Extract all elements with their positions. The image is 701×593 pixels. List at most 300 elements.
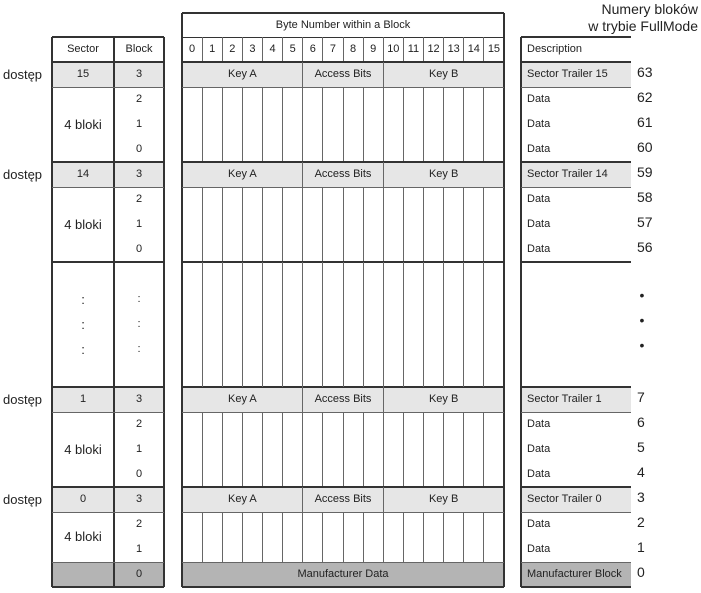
byte-number-label: 11 [407,43,420,55]
byte-cell-divider [403,237,404,262]
byte-cell-divider [202,412,203,437]
byte-cell-divider [282,137,283,162]
manufacturer-separator [521,562,631,563]
byte-cell-divider [262,137,263,162]
byte-cell-divider [242,237,243,262]
byte-cell-divider [282,87,283,112]
byte-cell-divider [202,462,203,487]
byte-header-divider [322,37,323,62]
byte-cell-divider [443,262,444,387]
byte-header-divider [302,37,303,62]
byte-cell-divider [282,412,283,437]
byte-cell-divider [363,537,364,562]
byte-cell-divider [463,462,464,487]
manufacturer-data-label: Manufacturer Data [297,568,389,580]
byte-cell-divider [423,87,424,112]
byte-cell-divider [443,437,444,462]
key-b-label: Key B [428,393,459,405]
byte-cell-divider [282,237,283,262]
byte-cell-divider [383,212,384,237]
byte-cell-divider [483,462,484,487]
byte-cell-divider [343,187,344,212]
byte-number-label: 15 [487,43,501,55]
byte-number-label: 0 [189,43,196,55]
block-description: Data [527,518,551,530]
byte-cell-divider [403,512,404,537]
byte-number-label: 2 [229,43,236,55]
desc-table-top [521,36,631,38]
block-number: 3 [135,393,143,405]
byte-cell-divider [483,412,484,437]
byte-cell-divider [222,87,223,112]
byte-cell-divider [343,537,344,562]
block-number: 1 [135,218,143,230]
byte-cell-divider [403,112,404,137]
block-number: 1 [135,118,143,130]
byte-cell-divider [343,87,344,112]
sector-boundary [52,386,164,388]
trailer-separator [521,512,631,513]
byte-cell-divider [383,262,384,387]
byte-number-label: 7 [329,43,336,55]
byte-cell-divider [363,262,364,387]
byte-cell-divider [322,412,323,437]
sector-boundary [521,486,631,488]
byte-header-divider [222,37,223,62]
byte-cell-divider [383,87,384,112]
fullmode-title-line1: Numery bloków [601,1,698,17]
byte-cell-divider [222,187,223,212]
fullmode-block-number: 61 [637,114,653,130]
key-b-divider [383,387,384,412]
ellipsis-block: : [137,318,141,330]
byte-cell-divider [222,237,223,262]
byte-cell-divider [423,237,424,262]
left-table-left [51,37,53,587]
sector-boundary [182,61,504,63]
byte-header-divider [363,37,364,62]
byte-cell-divider [363,87,364,112]
trailer-separator [521,187,631,188]
byte-cell-divider [242,437,243,462]
ellipsis-sector: : [81,292,85,307]
access-bits-label: Access Bits [314,168,372,180]
group-label: 4 bloki [64,217,102,232]
byte-cell-divider [463,87,464,112]
byte-cell-divider [423,437,424,462]
sector-boundary [52,61,164,63]
byte-cell-divider [343,112,344,137]
fullmode-block-number: 2 [637,514,645,530]
byte-number-label: 10 [387,43,400,55]
byte-cell-divider [262,237,263,262]
left-table-bottom [52,586,164,588]
trailer-separator [52,412,164,413]
block-number: 2 [135,193,143,205]
byte-cell-divider [483,437,484,462]
byte-cell-divider [202,537,203,562]
byte-number-label: 13 [447,43,460,55]
byte-cell-divider [363,187,364,212]
byte-cell-divider [322,237,323,262]
sector-boundary [521,261,631,263]
byte-cell-divider [383,512,384,537]
byte-cell-divider [242,212,243,237]
byte-header-divider [343,37,344,62]
sector-boundary [182,161,504,163]
byte-cell-divider [423,412,424,437]
key-b-label: Key B [428,493,459,505]
byte-table-top [182,12,504,14]
byte-cell-divider [242,262,243,387]
byte-header-divider [202,37,203,62]
key-a-divider [302,487,303,512]
sector-boundary [52,486,164,488]
byte-cell-divider [343,212,344,237]
byte-table-left [181,13,183,587]
continuation-dot: • [639,337,645,353]
block-number: 2 [135,93,143,105]
byte-cell-divider [443,412,444,437]
key-a-divider [302,162,303,187]
byte-cell-divider [483,87,484,112]
sector-boundary [182,486,504,488]
fullmode-block-number: 60 [637,139,653,155]
byte-cell-divider [242,537,243,562]
byte-header-divider [463,37,464,62]
byte-cell-divider [403,437,404,462]
byte-cell-divider [302,212,303,237]
byte-cell-divider [302,137,303,162]
byte-cell-divider [383,437,384,462]
block-description: Data [527,243,551,255]
byte-cell-divider [383,137,384,162]
byte-cell-divider [403,87,404,112]
byte-cell-divider [483,187,484,212]
byte-number-label: 12 [427,43,440,55]
byte-cell-divider [262,412,263,437]
byte-cell-divider [443,187,444,212]
byte-cell-divider [202,237,203,262]
byte-cell-divider [222,412,223,437]
byte-cell-divider [322,87,323,112]
byte-cell-divider [403,137,404,162]
byte-cell-divider [302,87,303,112]
group-label: 4 bloki [64,117,102,132]
fullmode-block-number: 0 [637,564,645,580]
block-description: Data [527,118,551,130]
byte-cell-divider [363,112,364,137]
byte-cell-divider [443,462,444,487]
access-label: dostęp [3,392,43,407]
fullmode-block-number: 57 [637,214,653,230]
sector-number: 15 [76,68,90,80]
fullmode-block-number: 5 [637,439,645,455]
byte-cell-divider [443,112,444,137]
continuation-dot: • [639,287,645,303]
block-number: 0 [135,468,143,480]
byte-cell-divider [262,512,263,537]
block-description: Data [527,218,551,230]
byte-cell-divider [202,437,203,462]
byte-cell-divider [222,512,223,537]
byte-cell-divider [202,262,203,387]
byte-cell-divider [483,512,484,537]
byte-cell-divider [262,537,263,562]
byte-cell-divider [383,187,384,212]
byte-number-label: 1 [209,43,216,55]
byte-cell-divider [443,512,444,537]
fullmode-block-number: 62 [637,89,653,105]
byte-cell-divider [282,462,283,487]
byte-cell-divider [443,237,444,262]
block-number: 3 [135,68,143,80]
block-description: Sector Trailer 1 [527,393,602,405]
byte-cell-divider [483,262,484,387]
byte-cell-divider [463,512,464,537]
trailer-separator [52,512,164,513]
byte-cell-divider [222,537,223,562]
byte-header-divider [483,37,484,62]
trailer-separator [521,412,631,413]
fullmode-block-number: 3 [637,489,645,505]
fullmode-block-number: 6 [637,414,645,430]
block-number: 3 [135,493,143,505]
description-column-header: Description [527,43,583,55]
key-b-divider [383,487,384,512]
byte-cell-divider [282,512,283,537]
byte-cell-divider [262,437,263,462]
manufacturer-separator [52,562,164,563]
ellipsis-sector: : [81,317,85,332]
block-description: Sector Trailer 15 [527,68,608,80]
access-label: dostęp [3,167,43,182]
byte-cell-divider [483,237,484,262]
fullmode-title-line2: w trybie FullMode [588,18,698,34]
access-bits-label: Access Bits [314,68,372,80]
byte-cell-divider [363,412,364,437]
byte-cell-divider [443,137,444,162]
byte-cell-divider [363,212,364,237]
byte-cell-divider [343,262,344,387]
byte-cell-divider [463,112,464,137]
group-label: 4 bloki [64,529,102,544]
byte-cell-divider [463,237,464,262]
sector-boundary [521,386,631,388]
byte-number-label: 14 [467,43,480,55]
byte-cell-divider [483,112,484,137]
key-b-label: Key B [428,168,459,180]
key-a-divider [302,387,303,412]
block-description: Data [527,143,551,155]
byte-cell-divider [222,212,223,237]
byte-cell-divider [282,187,283,212]
byte-cell-divider [403,537,404,562]
block-description: Data [527,468,551,480]
block-number: 0 [135,143,143,155]
byte-cell-divider [202,87,203,112]
block-number: 1 [135,543,143,555]
byte-cell-divider [222,462,223,487]
byte-cell-divider [242,112,243,137]
continuation-dot: • [639,312,645,328]
block-description: Sector Trailer 0 [527,493,602,505]
byte-cell-divider [363,237,364,262]
block-number: 1 [135,443,143,455]
byte-cell-divider [423,512,424,537]
byte-header-divider [242,37,243,62]
manufacturer-separator [182,562,504,563]
desc-table-left [520,37,522,587]
byte-cell-divider [443,212,444,237]
byte-cell-divider [383,237,384,262]
byte-cell-divider [302,462,303,487]
byte-cell-divider [282,212,283,237]
key-a-label: Key A [228,393,257,405]
byte-cell-divider [322,537,323,562]
byte-cell-divider [423,112,424,137]
byte-cell-divider [443,87,444,112]
byte-cell-divider [423,137,424,162]
key-a-label: Key A [228,168,257,180]
block-number: 3 [135,168,143,180]
byte-cell-divider [282,112,283,137]
sector-boundary [521,61,631,63]
byte-cell-divider [322,137,323,162]
byte-cell-divider [322,112,323,137]
byte-cell-divider [423,212,424,237]
access-bits-label: Access Bits [314,393,372,405]
byte-cell-divider [282,537,283,562]
block-description: Data [527,93,551,105]
byte-cell-divider [343,512,344,537]
byte-cell-divider [282,262,283,387]
fullmode-block-number: 1 [637,539,645,555]
byte-cell-divider [302,187,303,212]
ellipsis-sector: : [81,342,85,357]
byte-cell-divider [463,537,464,562]
block-description: Data [527,543,551,555]
access-label: dostęp [3,67,43,82]
fullmode-block-number: 56 [637,239,653,255]
left-table-right [163,37,165,587]
byte-cell-divider [242,187,243,212]
sector-number: 0 [79,493,87,505]
byte-cell-divider [322,212,323,237]
byte-header-divider [383,37,384,62]
byte-number-label: 6 [309,43,316,55]
byte-cell-divider [463,437,464,462]
key-a-label: Key A [228,68,257,80]
sector-boundary [52,161,164,163]
byte-cell-divider [242,87,243,112]
byte-cell-divider [302,112,303,137]
byte-cell-divider [343,462,344,487]
block-number: 2 [135,518,143,530]
block-column-header: Block [125,43,153,55]
byte-table-right [503,13,505,587]
ellipsis-block: : [137,293,141,305]
byte-cell-divider [302,512,303,537]
byte-cell-divider [463,412,464,437]
byte-cell-divider [423,262,424,387]
byte-cell-divider [262,462,263,487]
byte-cell-divider [363,137,364,162]
group-label: 4 bloki [64,442,102,457]
byte-cell-divider [403,187,404,212]
byte-cell-divider [262,112,263,137]
byte-cell-divider [262,212,263,237]
sector-boundary [52,261,164,263]
byte-cell-divider [242,462,243,487]
fullmode-block-number: 4 [637,464,645,480]
byte-cell-divider [343,137,344,162]
byte-header-divider [423,37,424,62]
byte-cell-divider [222,262,223,387]
key-a-divider [302,62,303,87]
sector-column-header: Sector [67,43,99,55]
left-table-top [52,36,164,38]
byte-cell-divider [222,112,223,137]
byte-cell-divider [383,462,384,487]
byte-cell-divider [242,512,243,537]
byte-cell-divider [383,537,384,562]
fullmode-block-number: 58 [637,189,653,205]
block-description: Manufacturer Block [527,568,622,580]
ellipsis-block: : [137,343,141,355]
byte-cell-divider [302,537,303,562]
byte-cell-divider [302,237,303,262]
fullmode-block-number: 7 [637,389,645,405]
access-bits-label: Access Bits [314,493,372,505]
byte-header-divider [282,37,283,62]
byte-cell-divider [242,137,243,162]
byte-cell-divider [463,262,464,387]
sector-boundary [521,161,631,163]
byte-cell-divider [262,187,263,212]
byte-cell-divider [463,187,464,212]
byte-cell-divider [262,87,263,112]
byte-cell-divider [363,462,364,487]
byte-cell-divider [282,437,283,462]
block-description: Data [527,193,551,205]
byte-number-label: 5 [289,43,296,55]
byte-cell-divider [463,212,464,237]
byte-number-title: Byte Number within a Block [275,19,411,31]
left-table-mid [113,37,115,587]
byte-cell-divider [343,237,344,262]
byte-cell-divider [363,437,364,462]
byte-number-label: 9 [370,43,377,55]
key-b-divider [383,62,384,87]
byte-cell-divider [463,137,464,162]
fullmode-block-number: 59 [637,164,653,180]
byte-cell-divider [262,262,263,387]
key-a-label: Key A [228,493,257,505]
byte-table-bottom [182,586,504,588]
block-description: Data [527,443,551,455]
byte-cell-divider [222,137,223,162]
byte-cell-divider [403,412,404,437]
byte-cell-divider [363,512,364,537]
byte-cell-divider [322,187,323,212]
access-label: dostęp [3,492,43,507]
byte-header-divider [443,37,444,62]
byte-cell-divider [423,537,424,562]
sector-number: 14 [76,168,90,180]
trailer-separator [521,87,631,88]
byte-cell-divider [322,462,323,487]
